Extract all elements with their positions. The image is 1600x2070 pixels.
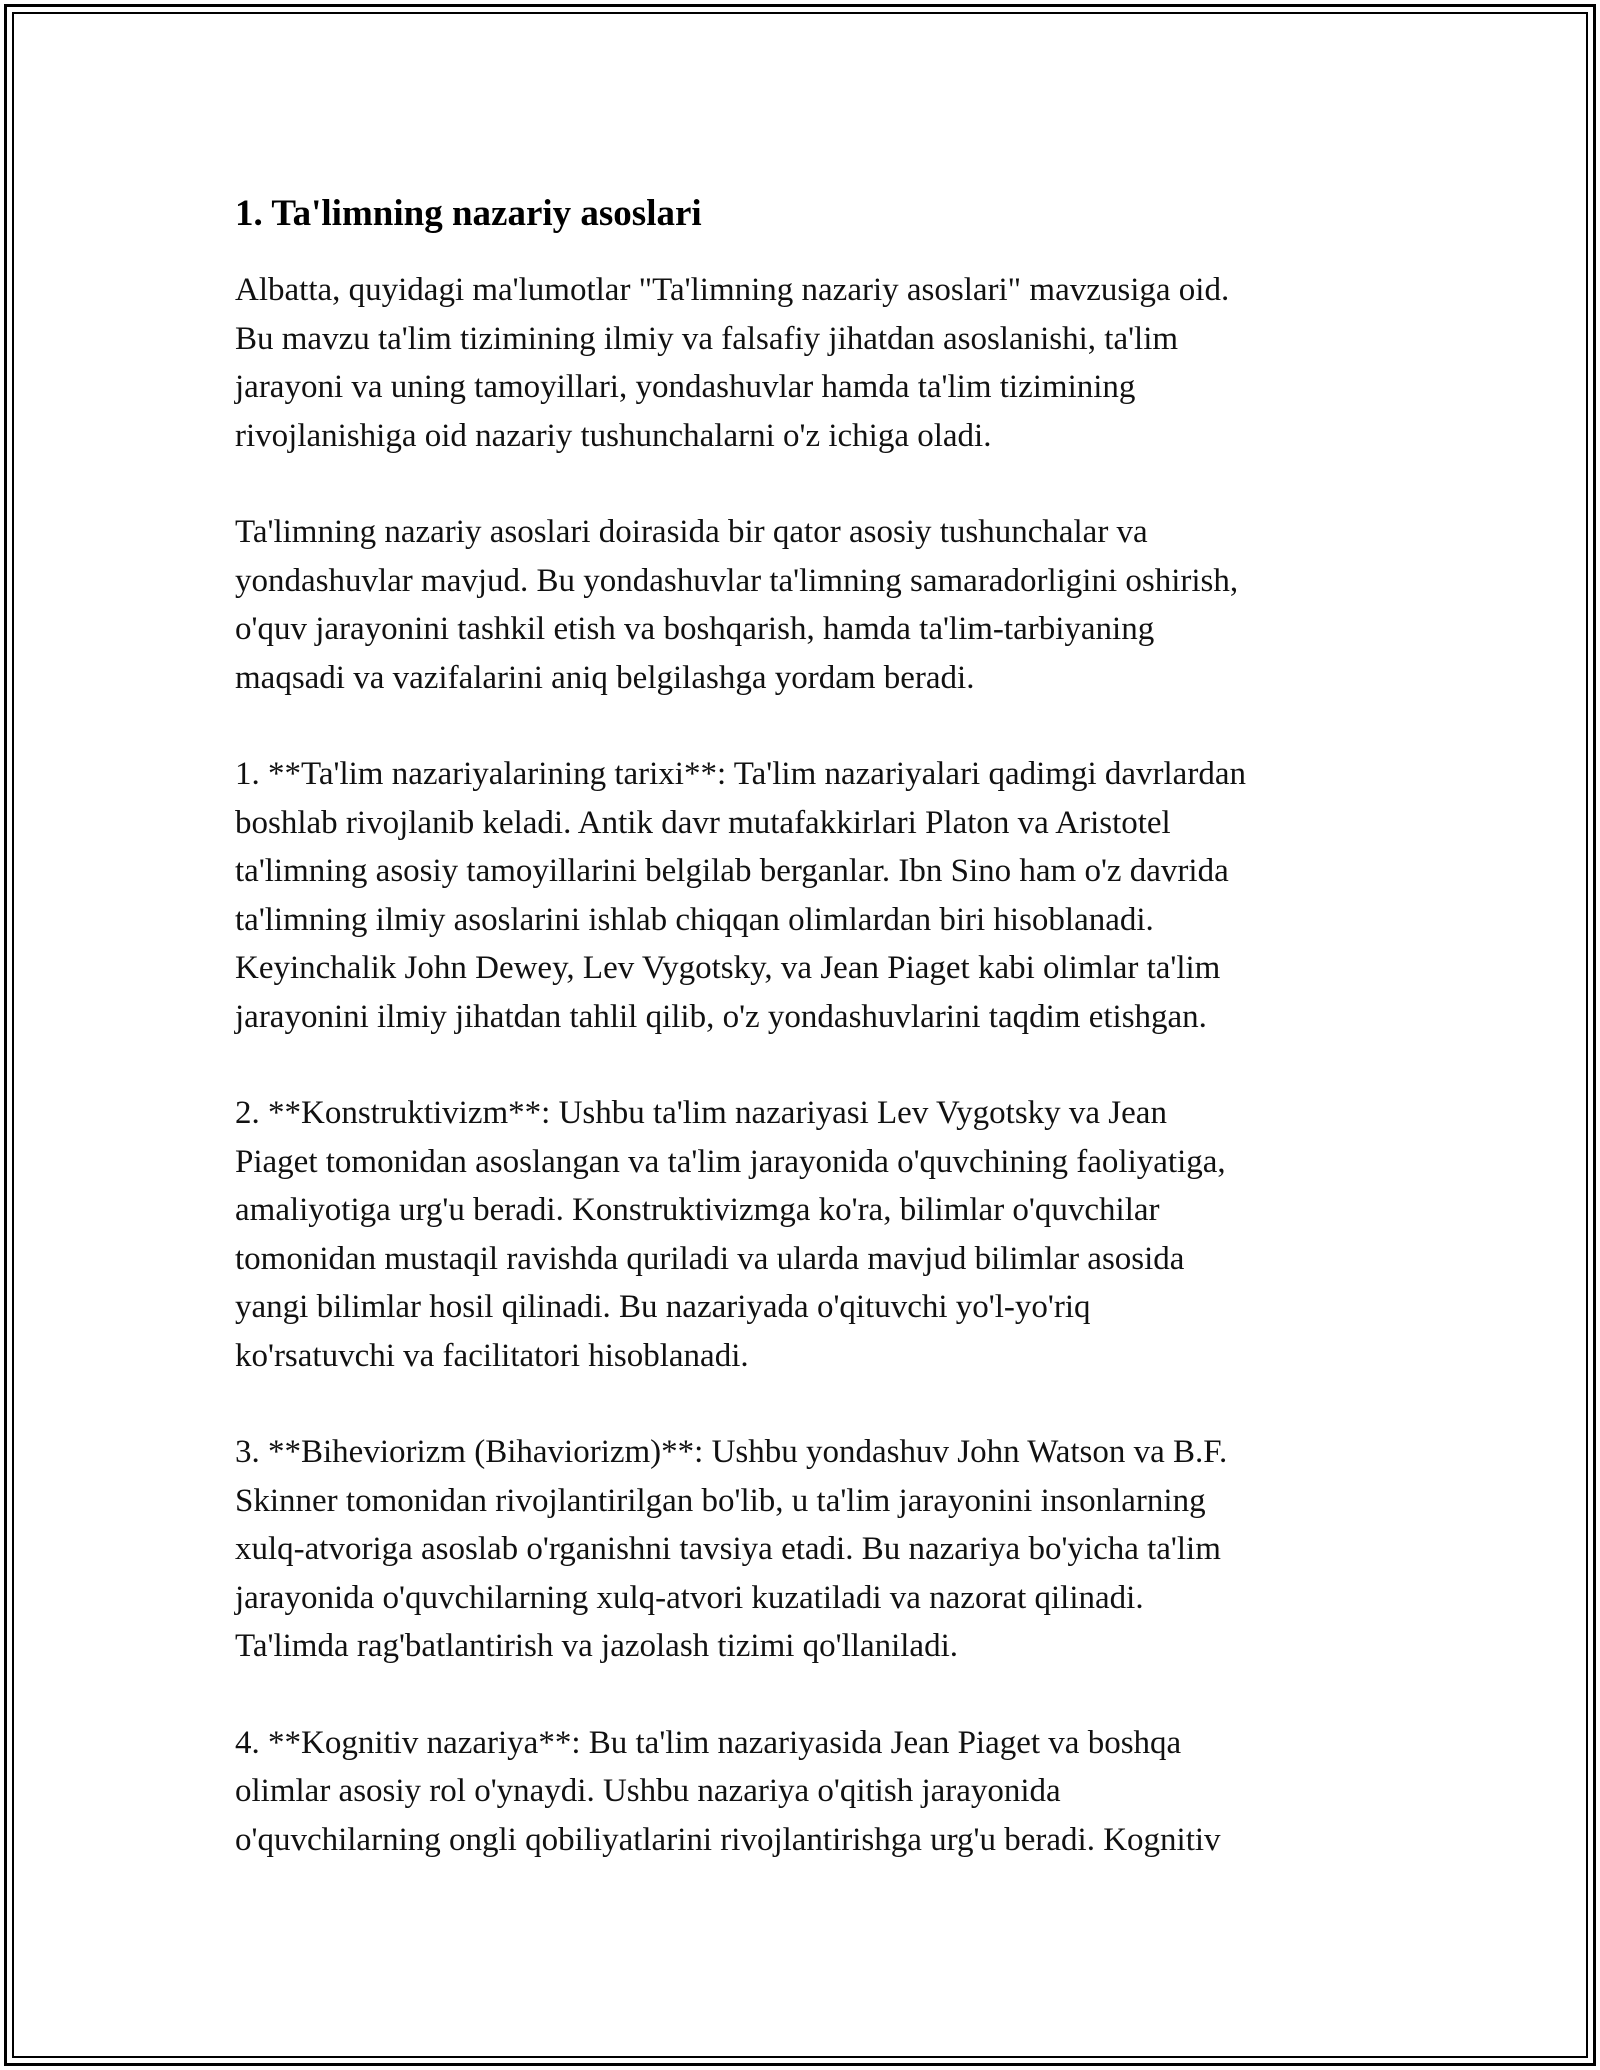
intro-paragraph: Albatta, quyidagi ma'lumotlar "Ta'limning nazariy asoslari" mavzusiga oid. Bu mavzu ta'lim tizimining ilmiy va falsafiy jihatdan asoslanishi, ta'lim jarayoni va uning tamoyillari, yondashuvlar hamda ta'lim tizimining rivojlanishiga oid nazariy tushunchalarni o'z ichiga oladi. [235, 272, 1230, 454]
cognitive-paragraph: 4. **Kognitiv nazariya**: Bu ta'lim nazariyasida Jean Piaget va boshqa olimlar asosiy rol o'ynaydi. Ushbu nazariya o'qitish jarayonida o'quvchilarning ongli qobiliyatlarini rivojlantirishga urg'u beradi. Kognitiv [235, 1724, 1221, 1858]
section-heading: 1. Ta'limning nazariy asoslari [235, 193, 702, 234]
history-paragraph: 1. **Ta'lim nazariyalarining tarixi**: Ta'lim nazariyalari qadimgi davrlardan boshlab rivojlanib keladi. Antik davr mutafakkirlari Platon va Aristotel ta'limning asosiy tamoyillarini belgilab berganlar. Ibn Sino ham o'z davrida ta'limning ilmiy asoslarini ishlab chiqqan olimlardan biri hisoblanadi. Keyinchalik John Dewey, Lev Vygotsky, va Jean Piaget kabi olimlar ta'lim jarayonini ilmiy jihatdan tahlil qilib, o'z yondashuvlarini taqdim etishgan. [235, 756, 1246, 1035]
overview-paragraph: Ta'limning nazariy asoslari doirasida bir qator asosiy tushunchalar va yondashuvlar mavjud. Bu yondashuvlar ta'limning samaradorligini oshirish, o'quv jarayonini tashkil etish va boshqarish, hamda ta'lim-tarbiyaning maqsadi va vazifalarini aniq belgilashga yordam beradi. [235, 514, 1239, 696]
document-body [235, 186, 1395, 1912]
constructivism-paragraph: 2. **Konstruktivizm**: Ushbu ta'lim nazariyasi Lev Vygotsky va Jean Piaget tomonidan asoslangan va ta'lim jarayonida o'quvchining faoliyatiga, amaliyotiga urg'u beradi. Konstruktivizmga ko'ra, bilimlar o'quvchilar tomonidan mustaqil ravishda quriladi va ularda mavjud bilimlar asosida yangi bilimlar hosil qilinadi. Bu nazariyada o'qituvchi yo'l-yo'riq ko'rsatuvchi va facilitatori hisoblanadi. [235, 1095, 1226, 1374]
behaviorism-paragraph: 3. **Biheviorizm (Bihaviorizm)**: Ushbu yondashuv John Watson va B.F. Skinner tomonidan rivojlantirilgan bo'lib, u ta'lim jarayonini insonlarning xulq-atvoriga asoslab o'rganishni tavsiya etadi. Bu nazariya bo'yicha ta'lim jarayonida o'quvchilarning xulq-atvori kuzatiladi va nazorat qilinadi. Ta'limda rag'batlantirish va jazolash tizimi qo'llaniladi. [235, 1434, 1228, 1664]
